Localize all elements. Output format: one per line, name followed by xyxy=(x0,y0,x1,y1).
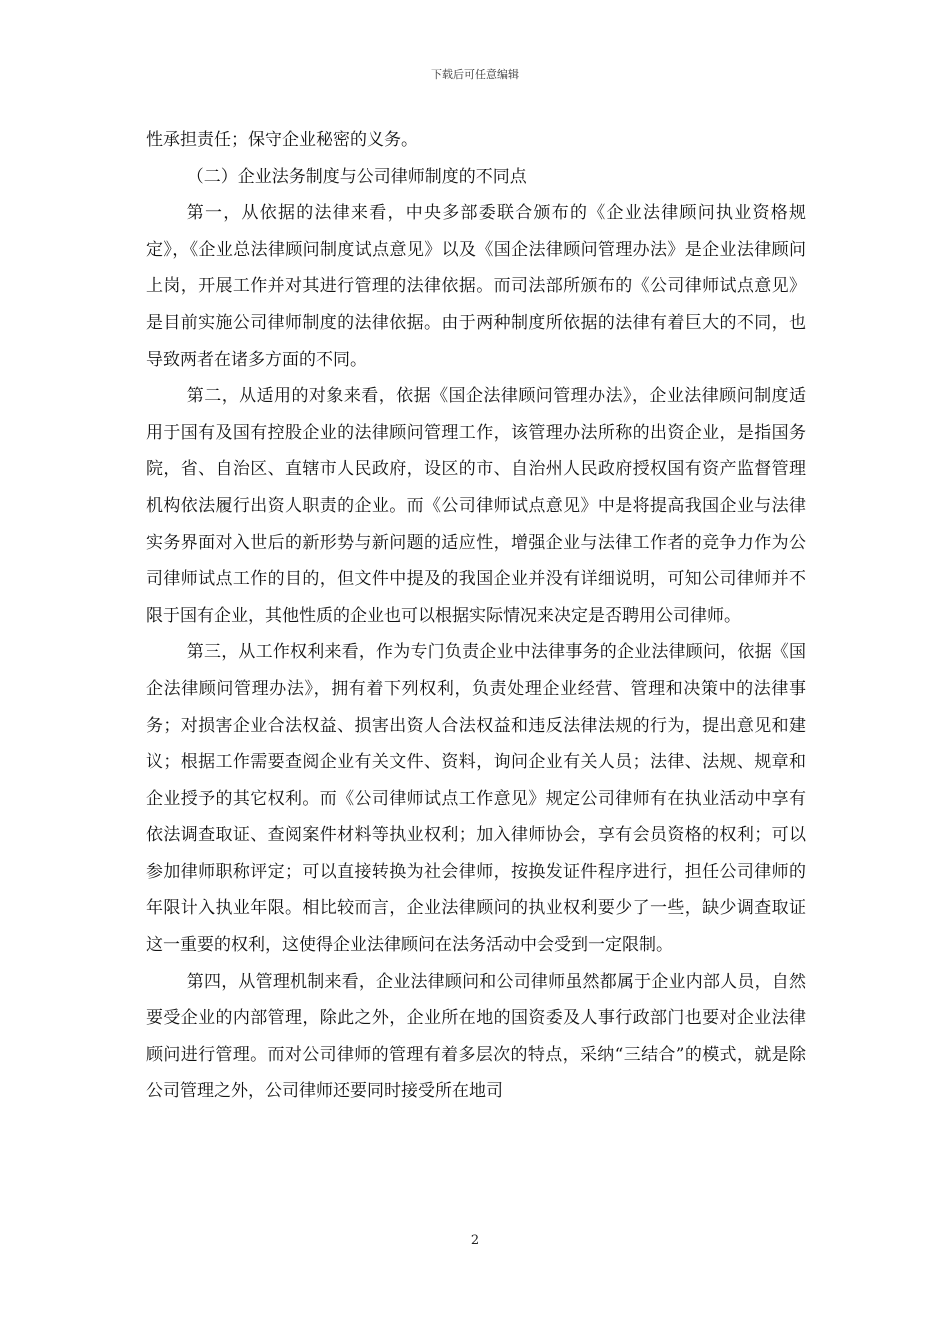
section-heading: （二）企业法务制度与公司律师制度的不同点 xyxy=(186,166,527,187)
paragraph-fourth: 第四，从管理机制来看，企业法律顾问和公司律师虽然都属于企业内部人员，自然要受企业的内部管理，除此之外，企业所在地的国资委及人事行政部门也要对企业法律顾问进行管理。而对公司律师的管理有着多层次的特点，采纳“三结合”的模式，就是除公司管理之外，公司律师还要同时接受所在地司 xyxy=(146,971,806,1102)
paragraph-second: 第二，从适用的对象来看，依据《国企法律顾问管理办法》，企业法律顾问制度适用于国有及国有控股企业的法律顾问管理工作，该管理办法所称的出资企业，是指国务院，省、自治区、直辖市人民政府，设区的市、自治州人民政府授权国有资产监督管理机构依法履行出资人职责的企业。而《公司律师试点意见》中是将提高我国企业与法律实务界面对入世后的新形势与新问题的适应性，增强企业与法律工作者的竞争力作为公司律师试点工作的目的，但文件中提及的我国企业并没有详细说明，可知公司律师并不限于国有企业，其他性质的企业也可以根据实际情况来决定是否聘用公司律师。 xyxy=(146,386,806,626)
paragraph-third: 第三，从工作权利来看，作为专门负责企业中法律事务的企业法律顾问，依据《国企法律顾问管理办法》，拥有着下列权利，负责处理企业经营、管理和决策中的法律事务；对损害企业合法权益、损害出资人合法权益和违反法律法规的行为，提出意见和建议；根据工作需要查阅企业有关文件、资料，询问企业有关人员；法律、法规、规章和企业授予的其它权利。而《公司律师试点工作意见》规定公司律师有在执业活动中享有依法调查取证、查阅案件材料等执业权利；加入律师协会，享有会员资格的权利；可以参加律师职称评定；可以直接转换为社会律师，按换发证件程序进行，担任公司律师的年限计入执业年限。相比较而言，企业法律顾问的执业权利要少了一些，缺少调查取证这一重要的权利，这使得企业法律顾问在法务活动中会受到一定限制。 xyxy=(146,642,806,956)
page-number: 2 xyxy=(470,1233,480,1248)
body-text xyxy=(146,122,806,1110)
paragraph-continuation: 性承担责任；保守企业秘密的义务。 xyxy=(146,130,418,150)
page-header: 下载后可任意编辑 xyxy=(431,68,519,81)
paragraph-first: 第一，从依据的法律来看，中央多部委联合颁布的《企业法律顾问执业资格规定》，《企业总法律顾问制度试点意见》以及《国企法律顾问管理办法》是企业法律顾问上岗，开展工作并对其进行管理的法律依据。而司法部所颁布的《公司律师试点意见》是目前实施公司律师制度的法律依据。由于两种制度所依据的法律有着巨大的不同，也导致两者在诸多方面的不同。 xyxy=(146,203,806,370)
